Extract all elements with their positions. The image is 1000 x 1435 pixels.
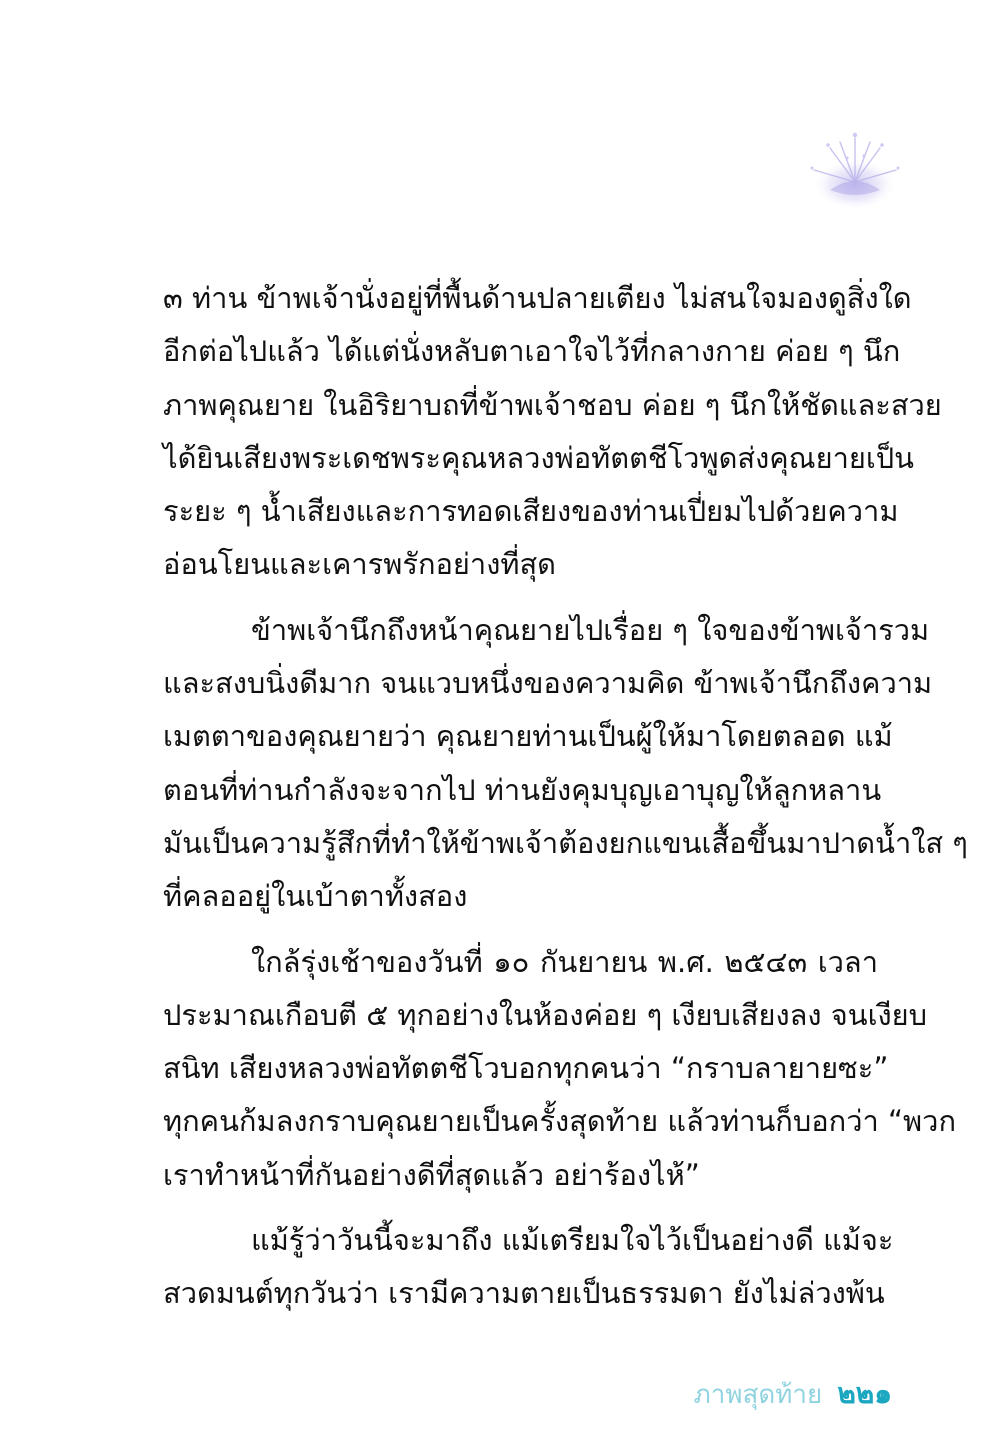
paragraph [163, 604, 968, 924]
text-line: สนิท เสียงหลวงพ่อทัตตชีโวบอกทุกคนว่า “กราบลายายซะ” [163, 1051, 889, 1086]
text-line: ได้ยินเสียงพระเดชพระคุณหลวงพ่อทัตตชีโวพูดส่งคุณยายเป็น [163, 440, 914, 475]
text-line: มันเป็นความรู้สึกที่ทำให้ข้าพเจ้าต้องยกแขนเสื้อขึ้นมาปาดน้ำใส ๆ [163, 825, 968, 860]
text-line: ใกล้รุ่งเช้าของวันที่ ๑๐ กันยายน พ.ศ. ๒๕๔๓ เวลา [251, 944, 878, 979]
paragraph [163, 1214, 894, 1321]
text-line: ที่คลออยู่ในเบ้าตาทั้งสอง [163, 879, 468, 914]
text-line: สวดมนต์ทุกวันว่า เรามีความตายเป็นธรรมดา ยังไม่ล่วงพ้น [163, 1276, 885, 1311]
body-text [163, 272, 968, 1333]
text-line: ระยะ ๆ น้ำเสียงและการทอดเสียงของท่านเปี่ยมไปด้วยความ [163, 494, 899, 529]
page-footer [694, 1372, 892, 1416]
text-line: อีกต่อไปแล้ว ได้แต่นั่งหลับตาเอาใจไว้ที่กลางกาย ค่อย ๆ นึก [163, 334, 901, 369]
chapter-title: ภาพสุดท้าย [693, 1380, 823, 1410]
text-line: และสงบนิ่งดีมาก จนแวบหนึ่งของความคิด ข้าพเจ้านึกถึงความ [163, 666, 933, 701]
text-line: ประมาณเกือบตี ๕ ทุกอย่างในห้องค่อย ๆ เงียบเสียงลง จนเงียบ [163, 997, 928, 1032]
page-number: ๒๒๑ [837, 1377, 892, 1410]
text-line: เราทำหน้าที่กันอย่างดีที่สุดแล้ว อย่าร้องไห้” [163, 1157, 700, 1192]
text-line: ภาพคุณยาย ในอิริยาบถที่ข้าพเจ้าชอบ ค่อย ๆ นึกให้ชัดและสวย [163, 387, 942, 422]
lotus-sparkle-icon [800, 120, 910, 230]
text-line: แม้รู้ว่าวันนี้จะมาถึง แม้เตรียมใจไว้เป็นอย่างดี แม้จะ [251, 1223, 894, 1258]
text-line: เมตตาของคุณยายว่า คุณยายท่านเป็นผู้ให้มาโดยตลอด แม้ [163, 719, 893, 754]
text-line: อ่อนโยนและเคารพรักอย่างที่สุด [163, 547, 557, 582]
text-line: ข้าพเจ้านึกถึงหน้าคุณยายไปเรื่อย ๆ ใจของข้าพเจ้ารวม [251, 612, 930, 647]
paragraph [163, 272, 942, 592]
text-line: ๓ ท่าน ข้าพเจ้านั่งอยู่ที่พื้นด้านปลายเตียง ไม่สนใจมองดูสิ่งใด [163, 281, 912, 315]
paragraph [163, 936, 957, 1202]
text-line: ทุกคนก้มลงกราบคุณยายเป็นครั้งสุดท้าย แล้วท่านก็บอกว่า “พวก [163, 1104, 957, 1139]
text-line: ตอนที่ท่านกำลังจะจากไป ท่านยังคุมบุญเอาบุญให้ลูกหลาน [163, 772, 882, 807]
